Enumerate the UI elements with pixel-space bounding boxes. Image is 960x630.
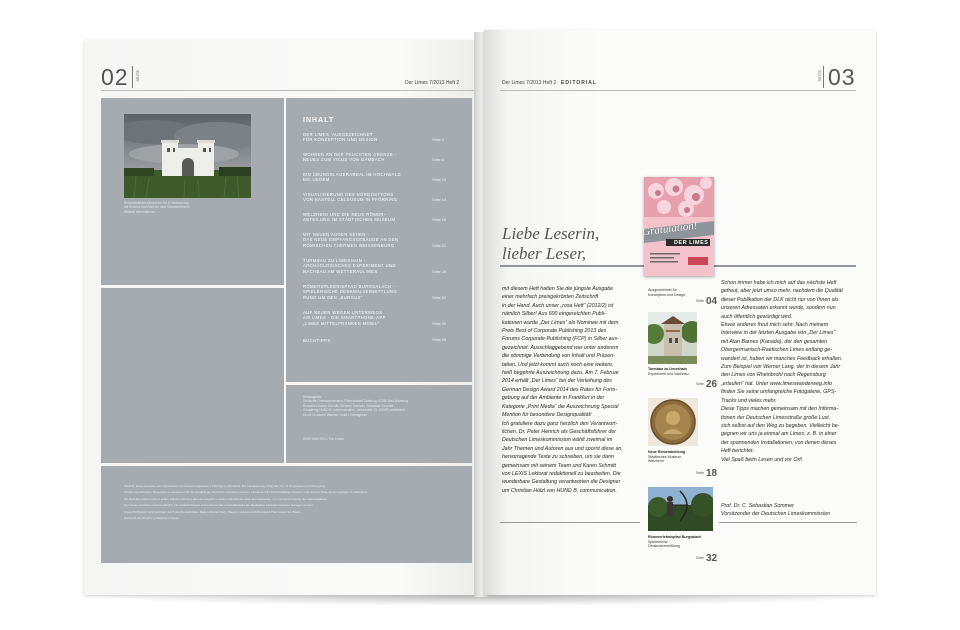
toc-item[interactable]: VISUALISIERUNG DES NORDOSTTORS VON KASTELL CELEUSUM IN PFÖRRING <box>303 192 398 203</box>
toc-item[interactable]: WOHNEN AN DER FEUCHTEN GRENZE - NEUES ZUM VICUS VON DAMBACH <box>303 152 397 163</box>
toc-item[interactable]: MIT NEUEN AUGEN SEHEN - DAS NEUE EMPFANGSGEBÄUDE AN DEN RÖMISCHEN THERMEN WEISSENBURG <box>303 232 399 248</box>
photo-caption: Rekonstruiertes römisches Tor in Weißenburg mit Schloss und Park vor dem Sommerhimmel Weitere Informationen <box>124 201 190 214</box>
blank-panel <box>101 288 284 463</box>
toc-item-page: Seite 26 <box>432 270 446 274</box>
cover-banner-text: Gratulation! <box>641 219 699 239</box>
left-page-number-divider <box>132 66 133 88</box>
left-page-number: 02 <box>101 64 129 90</box>
toc-item-page: Seite 6 <box>432 158 444 162</box>
toc-item-page: Seite 36 <box>432 322 446 326</box>
toc-item-page: Seite 22 <box>432 244 446 248</box>
editorial-signature: Prof. Dr. C. Sebastian Sommer Vorsitzender der Deutschen Limeskommission <box>721 503 831 518</box>
column-2-end-rule <box>719 522 857 523</box>
impressum-text: Herausgeber Deutsche Limeskommission, Römerkastell Saalburg, 61350 Bad Homburg Redaktion Karen Schmitt, Stefanie Sommer, Sebastian Sommer Gestaltung HUND B. communication, Jahnstraße 13, 67245 Lambsheim Druck Druckerei Wachter GmbH, Bönnigheim <box>303 395 408 417</box>
footer-credits: Titelbild: Rekonstruktion des Nordosttors von Kastell Celeusum in Pförring im Altmühltal. Die Visualisierung zeigt das Tor mit Doppelturm und Wehrgang. Abbildungsnachweis: Bayerisches Landesamt für Denkmalpflege, Deutsche Limeskommission, Landesamt für Denkmalpflege Hessen, LVR-Amt für Bodendenkmalpflege im Rheinland. Die Beiträge geben nicht in jedem Fall die Meinung des Herausgebers wieder. Nachdruck, auch auszugsweise, nur mit Genehmigung des Herausgebers. Der Limes erscheint zweimal jährlich. Die Zeitschrift kann kostenlos bei der Geschäftsstelle der Deutschen Limeskommission bezogen werden. Diese Publikation wird gefördert durch die Bundesländer Baden-Württemberg, Bayern, Hessen und Rheinland-Pfalz sowie den Bund. Gedruckt auf chlorfrei gebleichtem Papier. <box>124 484 369 521</box>
teaser-page-26: Seite 26 <box>696 379 718 390</box>
editorial-column-1: mit diesem Heft halten Sie die jüngste Ausgabe einer mehrfach preisgekrönten Zeitschrift in der Hand. Auch unser „rosa Heft“ (2012/2) ist nämlich Silber! Aus 600 eingereichten Publi- kationen wurde „Der Limes“ als Nominee mit dem Preis Best of Corporate Publishing 2013 des Forums Corporate Publishing (FCP) in Silber aus- gezeichnet. Ausschlaggebend war unter anderem die stimmige Verbindung von Inhalt und Präsen- tation. Und jetzt kommt auch noch eine weitere, heiß begehrte Auszeichnung dazu. Am 7. Februar 2014 erhält „Der Limes“ bei der Verleihung des German Design Award 2014 des Rates für Form- gebung auf der Ambiente in Frankfurt in der Kategorie „Print Media“ die Auszeichnung Special Mention für besondere Designqualität! Ich gratuliere dazu ganz herzlich den Verantwort- lichen. Dr. Peter Henrich als Geschäftsführer der Deutschen Limeskommission wählt zweimal im Jahr Themen und Autoren aus und spornt diese an, hervorragende Texte zu schreiben, um sie dann gemeinsam mit seinem Team und Karen Schmitt von LEXIS Lektorat redaktionell zu bearbeiten. Die wunderbare Gestaltung verantworten die Designer um Christian Hölzl von HUND B. communication. <box>502 286 623 494</box>
toc-item-page: Seite 18 <box>432 218 446 222</box>
toc-item[interactable]: DER LIMES: AUSGEZEICHNET FÜR KONZEPTION UND DESIGN <box>303 132 378 143</box>
toc-item-page: Seite 14 <box>432 198 446 202</box>
toc-item-page: Seite 32 <box>432 296 446 300</box>
teaser-photo-medallion[interactable] <box>648 398 698 446</box>
teaser-photo-archer[interactable] <box>648 487 713 531</box>
teaser-page-18: Seite 18 <box>696 468 718 479</box>
right-running-head: Der Limes 7/2013 Heft 2 <box>502 80 557 86</box>
toc-item-page: Seite 38 <box>432 338 446 342</box>
right-seite-label: SEITE <box>817 70 822 82</box>
right-page-number-divider <box>823 66 824 88</box>
teaser-caption-path: Römererlebnispfad Burgsalach Spielerische Denkmalvermittlung <box>648 535 702 549</box>
teaser-photo-tower[interactable] <box>648 312 697 364</box>
toc-title: INHALT <box>303 117 335 124</box>
teaser-caption-museum: Neue Römerabteilung Städtisches Museum Welzheim <box>648 450 686 464</box>
teaser-caption-tower: Turmbau zu Limeshain Experiment und Nachbau <box>648 367 689 376</box>
toc-item[interactable]: RÖMERERLEBNISPFAD BURGSALACH - SPIELERISCHE DENKMALVERMITTLUNG RUND UM DEN „BURGUS“ <box>303 284 397 300</box>
teaser-page-32: Seite 32 <box>696 553 718 564</box>
editorial-headline: Liebe Leserin, lieber Leser, <box>502 224 600 263</box>
editorial-column-2: Schon immer habe ich mich auf das nächste Heft gefreut, aber jetzt umso mehr, nachdem die Qualität dieser Publikation der DLK nicht nur von Ihnen als unseren Adressaten erkannt wurde, sondern nun auch öffentlich gewürdigt wird. Etwas anderes freut mich sehr: Nach meinem Interview in der letzten Ausgabe von „Der Limes“ mit Alan Barnes (Kanada), der den gesamten Obergermanisch-Raetischen Limes entlang ge- wandert ist, haben wir manches Feedback erhalten. Zum Beispiel von Werner Lang, der in diesem Jahr den Limes von Rheinbrohl nach Regensburg „erlaufen“ hat. Unter www.limeswanderweg.info finden Sie seine umfangreiche Fotogalerie, GPS- Tracks und vieles mehr. Diese Tipps machen gemeinsam mit den Informa- tionen der Deutschen Limesstraße große Lust, sich selbst auf den Weg zu begeben. Vielleicht be- gegnen wir uns ja einmal am Limes, z. B. in einer der spannenden Installationen, von denen dieses Heft berichtet. Viel Spaß beim Lesen und vor Ort! <box>721 280 843 463</box>
toc-item[interactable]: TURMBAU ZU LIMESHAIN - ARCHÄOLOGISCHES EXPERIMENT UND NACHBAU AM WETTERAULIMES <box>303 258 396 274</box>
column-1-end-rule <box>500 522 640 523</box>
right-header-rule <box>500 90 856 91</box>
toc-item[interactable]: BUCHTIPPS <box>303 338 331 343</box>
section-label-editorial: EDITORIAL <box>561 80 597 86</box>
toc-item-page: Seite 4 <box>432 138 444 142</box>
cover-photo-roman-gate <box>124 114 251 198</box>
right-page-number: 03 <box>828 64 856 90</box>
toc-item[interactable]: AUF NEUEN WEGEN UNTERWEGS AM LIMES - DIE SMARTPHONE-APP „LIMES MITTELFRANKEN MOBIL“ <box>303 310 386 326</box>
left-seite-label: SEITE <box>135 70 140 82</box>
toc-item-page: Seite 10 <box>432 178 446 182</box>
teaser-page-04: Seite 04 <box>696 296 718 307</box>
left-header-rule <box>101 90 474 91</box>
teaser-caption-award: Ausgezeichnet für Konzeption und Design <box>648 288 686 297</box>
impressum-foot: ISSN 1864-9912 / Der Limes <box>303 437 344 441</box>
cover-brand: DER LIMES <box>674 240 709 246</box>
left-running-head: Der Limes 7/2013 Heft 2 <box>405 80 460 86</box>
toc-item[interactable]: WELZHEIM UND DIE NEUE RÖMER- ABTEILUNG IM STÄDTISCHEN MUSEUM <box>303 212 396 223</box>
toc-item[interactable]: EIN ÜBUNGSLAGERAREAL IM HOCHWALD BEI UEDEM <box>303 172 401 183</box>
